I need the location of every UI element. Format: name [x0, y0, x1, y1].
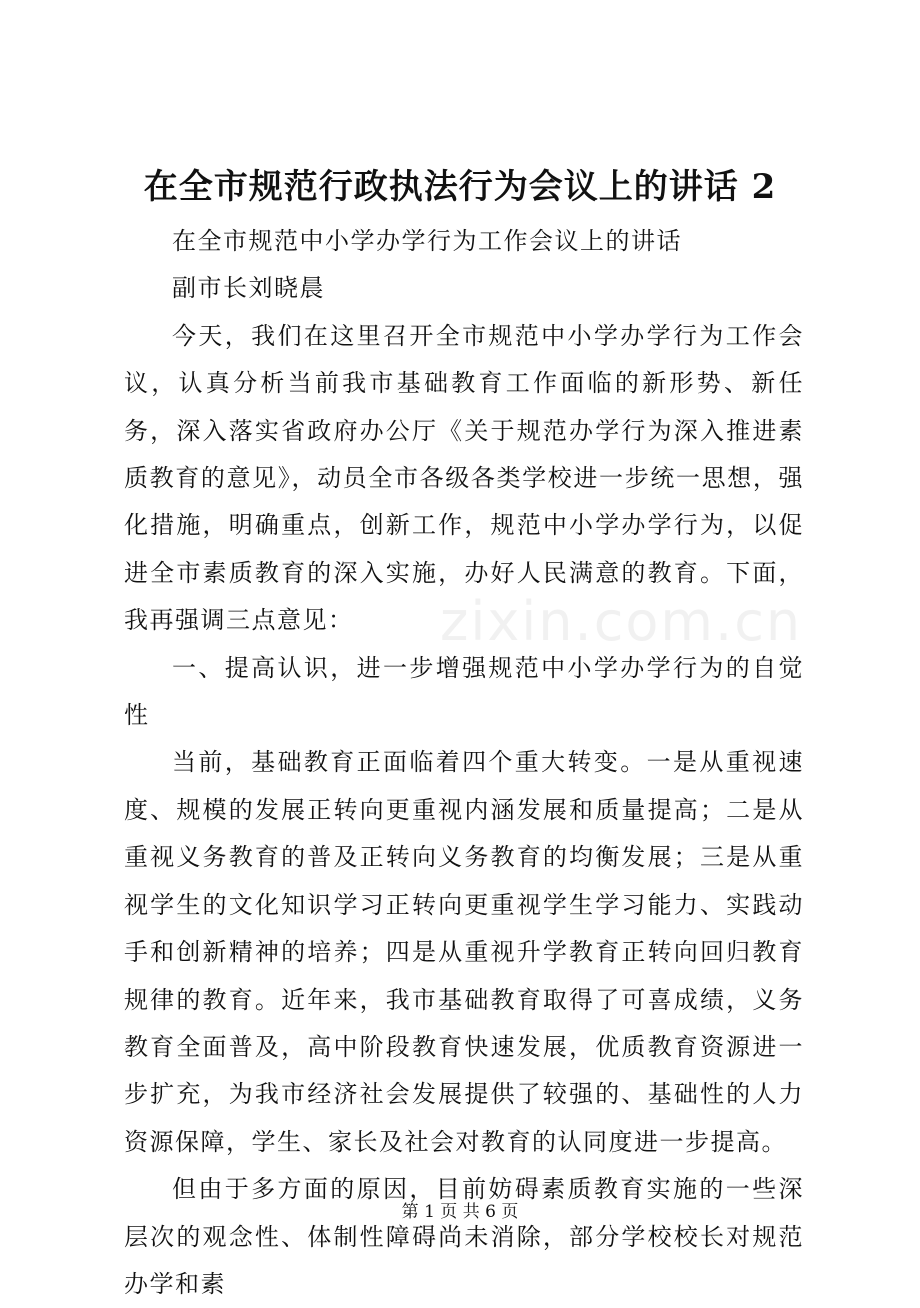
document-title: 在全市规范行政执法行为会议上的讲话 2 [143, 167, 777, 207]
subtitle-line: 在全市规范中小学办学行为工作会议上的讲话 [172, 227, 682, 255]
document-body [124, 218, 804, 1308]
watermark: zixin.com.cn [440, 590, 803, 653]
body-paragraph: 今天，我们在这里召开全市规范中小学办学行为工作会议，认真分析当前我市基础教育工作面临的新形势、新任务，深入落实省政府办公厅《关于规范办学行为深入推进素质教育的意见》，动员全市各级各类学校进一步统一思想，强化措施，明确重点，创新工作，规范中小学办学行为，以促进全市素质教育的深入实施，办好人民满意的教育。下面，我再强调三点意见： [124, 321, 804, 635]
body-paragraph: 当前，基础教育正面临着四个重大转变。一是从重视速度、规模的发展正转向更重视内涵发展和质量提高；二是从重视义务教育的普及正转向义务教育的均衡发展；三是从重视学生的文化知识学习正转向更重视学生学习能力、实践动手和创新精神的培养；四是从重视升学教育正转向回归教育规律的教育。近年来，我市基础教育取得了可喜成绩，义务教育全面普及，高中阶段教育快速发展，优质教育资源进一步扩充，为我市经济社会发展提供了较强的、基础性的人力资源保障，学生、家长及社会对教育的认同度进一步提高。 [124, 748, 804, 1156]
body-paragraph: 但由于多方面的原因，目前妨碍素质教育实施的一些深层次的观念性、体制性障碍尚未消除，部分学校校长对规范办学和素 [124, 1175, 804, 1298]
speaker-line: 副市长刘晓晨 [172, 274, 325, 303]
page-footer: 第 1 页 共 6 页 [401, 1202, 519, 1222]
section-heading: 一、提高认识，进一步增强规范中小学办学行为的自觉性 [124, 653, 804, 730]
